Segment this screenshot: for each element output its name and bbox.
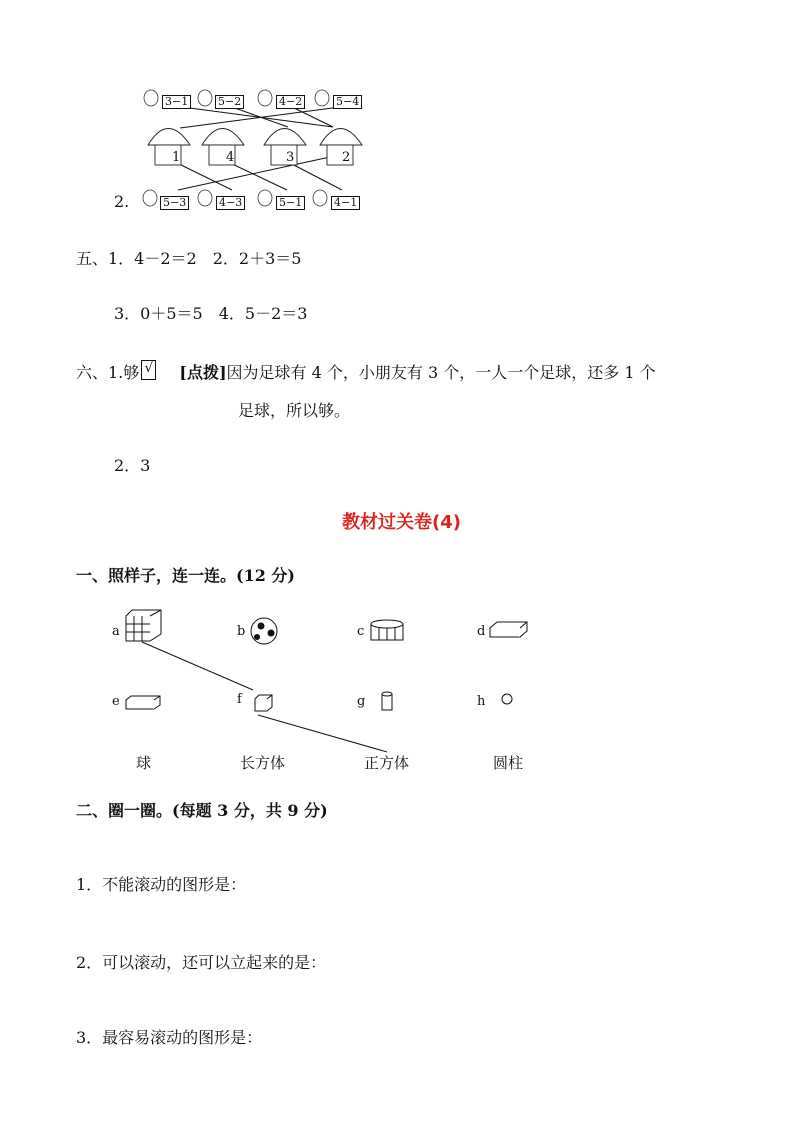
card-top-2: 5−2 <box>215 95 244 109</box>
hint-text-2: 足球，所以够。 <box>238 401 351 420</box>
hint-text-1: 因为足球有 4 个，小朋友有 3 个，一人一个足球，还多 1 个 <box>226 363 656 382</box>
answer-section5-line1: 五、1．4－2＝2 2．2＋3＝5 <box>76 249 302 268</box>
check-box: √ <box>141 360 156 380</box>
part2-heading: 二、圈一圈。(每题 3 分，共 9 分) <box>76 801 328 820</box>
card-bottom-3: 5−1 <box>276 196 305 210</box>
shape-letter-g: g <box>357 694 366 709</box>
cube-icon <box>255 695 272 711</box>
part2-question-2: 2．可以滚动，还可以立起来的是： <box>76 953 327 972</box>
card-bottom-2: 4−3 <box>216 196 245 210</box>
answer-section6-item2: 2．3 <box>114 456 151 475</box>
card-top-3: 4−2 <box>276 95 305 109</box>
shape-letter-b: b <box>237 624 246 639</box>
sphere-icon <box>502 694 512 704</box>
shape-letter-d: d <box>477 624 486 639</box>
house-number-3: 3 <box>286 150 295 165</box>
exam-title: 教材过关卷(4) <box>342 512 461 533</box>
house-number-1: 1 <box>172 150 181 165</box>
cylinder-icon <box>382 692 392 710</box>
answer-section5-line2: 3．0＋5＝5 4．5－2＝3 <box>114 304 308 323</box>
shape-letter-e: e <box>112 694 120 709</box>
part2-question-1: 1．不能滚动的图形是： <box>76 875 247 894</box>
category-cuboid: 长方体 <box>240 754 286 772</box>
shape-letter-h: h <box>477 694 486 709</box>
category-cylinder: 圆柱 <box>493 754 524 772</box>
item-label: 2. <box>114 192 130 211</box>
shape-letter-f: f <box>237 692 242 707</box>
hint-label: [点拨] <box>179 363 227 382</box>
shape-letter-c: c <box>357 624 365 639</box>
football-icon <box>251 618 277 644</box>
card-top-4: 5−4 <box>333 95 362 109</box>
shape-letter-a: a <box>112 624 120 639</box>
box-icon <box>490 622 527 637</box>
cuboid-icon <box>126 696 160 709</box>
card-top-1: 3−1 <box>162 95 191 109</box>
category-cube: 正方体 <box>364 754 410 772</box>
part1-heading: 一、照样子，连一连。(12 分) <box>76 566 295 585</box>
category-sphere: 球 <box>136 754 152 772</box>
rubiks-cube-icon <box>126 610 161 641</box>
drum-icon <box>371 620 403 640</box>
card-bottom-1: 5−3 <box>160 196 189 210</box>
section6-prefix: 六、1.够 <box>76 363 140 382</box>
part2-question-3: 3．最容易滚动的图形是： <box>76 1028 263 1047</box>
card-bottom-4: 4−1 <box>331 196 360 210</box>
house-number-2: 4 <box>226 150 235 165</box>
house-number-4: 2 <box>342 150 351 165</box>
